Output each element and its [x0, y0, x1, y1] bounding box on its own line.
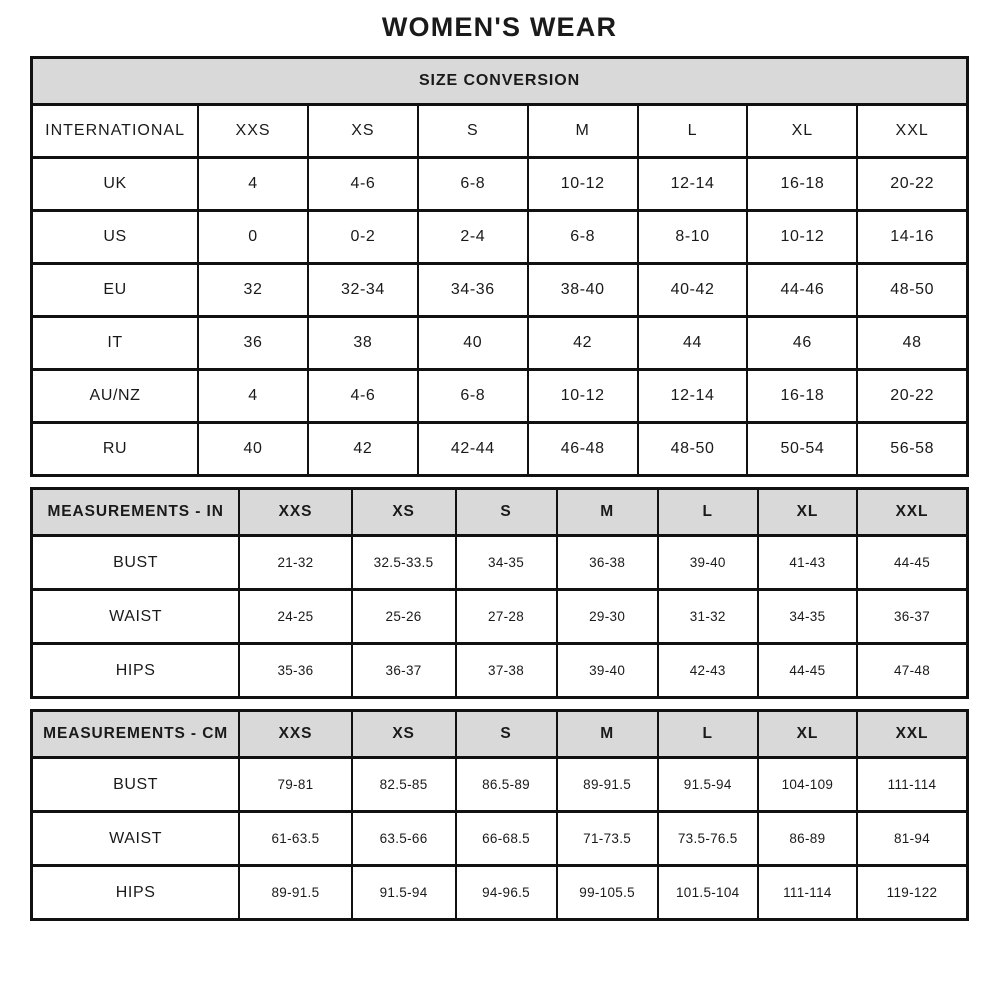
row-label: HIPS: [32, 644, 240, 698]
table-row-waist: [32, 812, 968, 866]
column-header-xl: XL: [747, 105, 857, 158]
size-cell: 48-50: [857, 264, 967, 317]
table-row-eu: [32, 264, 968, 317]
measurement-cell: 41-43: [758, 536, 857, 590]
column-header-m: M: [528, 105, 638, 158]
row-label: US: [32, 211, 199, 264]
measurement-cell: 24-25: [239, 590, 351, 644]
measurement-cell: 34-35: [456, 536, 557, 590]
page-title: WOMEN'S WEAR: [381, 12, 618, 42]
measurement-cell: 34-35: [758, 590, 857, 644]
size-cell: 44-46: [747, 264, 857, 317]
measurement-cell: 111-114: [857, 758, 968, 812]
column-header-xxl: XXL: [857, 711, 968, 758]
row-label: WAIST: [32, 590, 240, 644]
column-header-xxl: XXL: [857, 489, 968, 536]
column-header-s: S: [456, 711, 557, 758]
table-row-us: [32, 211, 968, 264]
measurement-cell: 101.5-104: [658, 866, 758, 920]
column-header-xl: XL: [758, 711, 857, 758]
measurement-cell: 61-63.5: [239, 812, 351, 866]
size-cell: 32-34: [308, 264, 418, 317]
size-cell: 34-36: [418, 264, 528, 317]
measurement-cell: 91.5-94: [352, 866, 456, 920]
measurement-cell: 37-38: [456, 644, 557, 698]
measurement-cell: 36-37: [857, 590, 968, 644]
measurements-in-title: MEASUREMENTS - IN: [32, 489, 240, 536]
size-cell: 46: [747, 317, 857, 370]
measurement-cell: 86-89: [758, 812, 857, 866]
size-cell: 38-40: [528, 264, 638, 317]
row-label: BUST: [32, 758, 240, 812]
size-conversion-table: [30, 56, 969, 477]
row-label: BUST: [32, 536, 240, 590]
measurement-cell: 21-32: [239, 536, 351, 590]
row-label: RU: [32, 423, 199, 476]
size-cell: 6-8: [418, 370, 528, 423]
size-cell: 36: [198, 317, 308, 370]
size-cell: 0: [198, 211, 308, 264]
measurements-cm-header-row: [32, 711, 968, 758]
measurement-cell: 63.5-66: [352, 812, 456, 866]
measurement-cell: 71-73.5: [557, 812, 658, 866]
size-cell: 40: [418, 317, 528, 370]
measurement-cell: 44-45: [758, 644, 857, 698]
measurement-cell: 79-81: [239, 758, 351, 812]
column-header-xxl: XXL: [857, 105, 967, 158]
size-cell: 38: [308, 317, 418, 370]
size-cell: 56-58: [857, 423, 967, 476]
column-header-l: L: [638, 105, 748, 158]
column-header-row: [32, 105, 968, 158]
measurements-in-header-row: [32, 489, 968, 536]
column-header-m: M: [557, 489, 658, 536]
size-cell: 4-6: [308, 158, 418, 211]
measurement-cell: 39-40: [557, 644, 658, 698]
table-row-hips: [32, 644, 968, 698]
column-header-xxs: XXS: [239, 489, 351, 536]
column-header-xxs: XXS: [239, 711, 351, 758]
table-row-bust: [32, 758, 968, 812]
size-conversion-title: SIZE CONVERSION: [32, 58, 968, 105]
size-cell: 40-42: [638, 264, 748, 317]
size-cell: 48-50: [638, 423, 748, 476]
table-row-waist: [32, 590, 968, 644]
measurement-cell: 42-43: [658, 644, 758, 698]
column-header-xl: XL: [758, 489, 857, 536]
measurement-cell: 29-30: [557, 590, 658, 644]
measurement-cell: 66-68.5: [456, 812, 557, 866]
size-cell: 42: [528, 317, 638, 370]
column-header-l: L: [658, 711, 758, 758]
size-cell: 4: [198, 158, 308, 211]
size-cell: 16-18: [747, 370, 857, 423]
size-cell: 42-44: [418, 423, 528, 476]
measurement-cell: 104-109: [758, 758, 857, 812]
size-cell: 40: [198, 423, 308, 476]
measurement-cell: 94-96.5: [456, 866, 557, 920]
measurement-cell: 39-40: [658, 536, 758, 590]
row-label: EU: [32, 264, 199, 317]
column-header-s: S: [418, 105, 528, 158]
column-header-xxs: XXS: [198, 105, 308, 158]
row-label: WAIST: [32, 812, 240, 866]
size-cell: 42: [308, 423, 418, 476]
table-row-ru: [32, 423, 968, 476]
size-cell: 20-22: [857, 158, 967, 211]
size-cell: 32: [198, 264, 308, 317]
size-conversion-header-row: [32, 58, 968, 105]
measurements-cm-table: [30, 709, 969, 921]
measurements-cm-title: MEASUREMENTS - CM: [32, 711, 240, 758]
measurement-cell: 91.5-94: [658, 758, 758, 812]
measurement-cell: 111-114: [758, 866, 857, 920]
size-cell: 12-14: [638, 370, 748, 423]
size-cell: 20-22: [857, 370, 967, 423]
row-label: HIPS: [32, 866, 240, 920]
table-row-hips: [32, 866, 968, 920]
table-row-aunz: [32, 370, 968, 423]
column-header-xs: XS: [352, 711, 456, 758]
size-cell: 4: [198, 370, 308, 423]
size-cell: 12-14: [638, 158, 748, 211]
column-header-xs: XS: [352, 489, 456, 536]
size-cell: 50-54: [747, 423, 857, 476]
column-header-l: L: [658, 489, 758, 536]
measurement-cell: 44-45: [857, 536, 968, 590]
measurement-cell: 47-48: [857, 644, 968, 698]
row-label: AU/NZ: [32, 370, 199, 423]
measurement-cell: 82.5-85: [352, 758, 456, 812]
table-row-uk: [32, 158, 968, 211]
measurement-cell: 89-91.5: [239, 866, 351, 920]
size-cell: 6-8: [418, 158, 528, 211]
measurement-cell: 25-26: [352, 590, 456, 644]
measurement-cell: 73.5-76.5: [658, 812, 758, 866]
measurement-cell: 35-36: [239, 644, 351, 698]
size-cell: 16-18: [747, 158, 857, 211]
measurement-cell: 119-122: [857, 866, 968, 920]
size-cell: 10-12: [528, 370, 638, 423]
row-label: UK: [32, 158, 199, 211]
size-cell: 0-2: [308, 211, 418, 264]
row-label: IT: [32, 317, 199, 370]
table-row-bust: [32, 536, 968, 590]
size-cell: 44: [638, 317, 748, 370]
size-cell: 6-8: [528, 211, 638, 264]
table-row-it: [32, 317, 968, 370]
size-cell: 8-10: [638, 211, 748, 264]
measurement-cell: 31-32: [658, 590, 758, 644]
column-header-international: INTERNATIONAL: [32, 105, 199, 158]
measurement-cell: 36-38: [557, 536, 658, 590]
size-cell: 48: [857, 317, 967, 370]
measurement-cell: 99-105.5: [557, 866, 658, 920]
column-header-s: S: [456, 489, 557, 536]
measurements-in-table: [30, 487, 969, 699]
size-cell: 14-16: [857, 211, 967, 264]
measurement-cell: 81-94: [857, 812, 968, 866]
size-cell: 10-12: [528, 158, 638, 211]
measurement-cell: 86.5-89: [456, 758, 557, 812]
column-header-m: M: [557, 711, 658, 758]
measurement-cell: 32.5-33.5: [352, 536, 456, 590]
measurement-cell: 89-91.5: [557, 758, 658, 812]
size-cell: 46-48: [528, 423, 638, 476]
measurement-cell: 27-28: [456, 590, 557, 644]
size-cell: 2-4: [418, 211, 528, 264]
size-cell: 4-6: [308, 370, 418, 423]
measurement-cell: 36-37: [352, 644, 456, 698]
column-header-xs: XS: [308, 105, 418, 158]
size-cell: 10-12: [747, 211, 857, 264]
